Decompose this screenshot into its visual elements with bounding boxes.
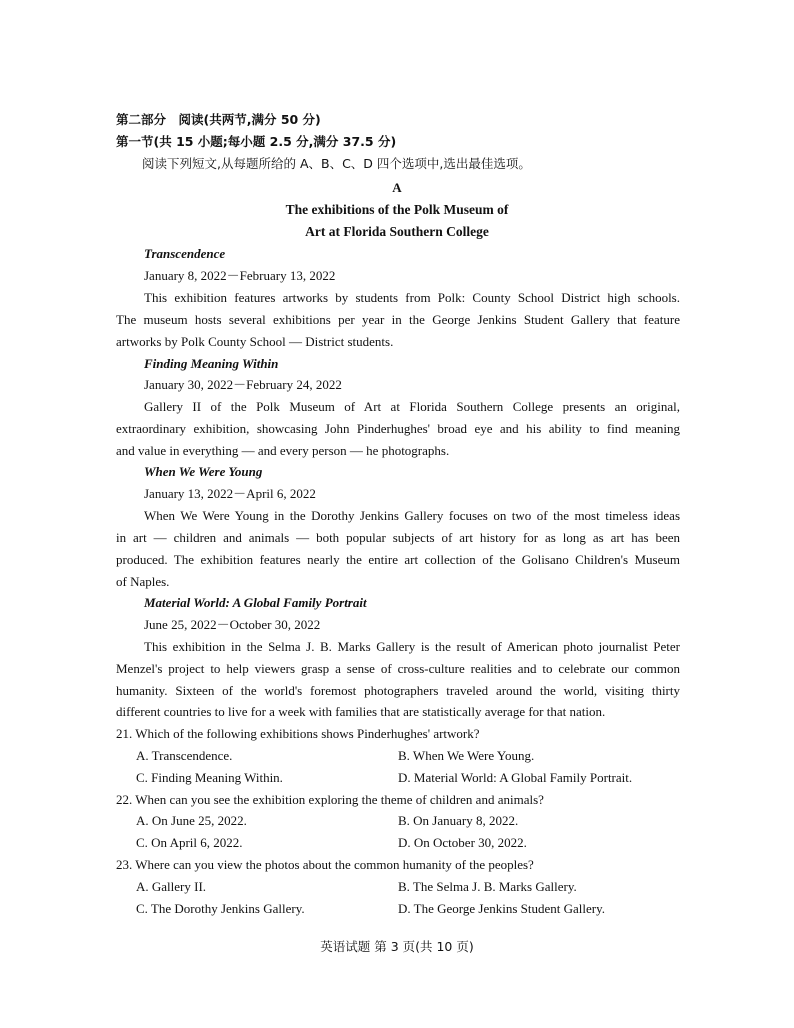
exhibition-name: Transcendence bbox=[144, 246, 226, 261]
exhibition-text-line: produced. The exhibition features nearly the entire art collection of the Golisano Children's Museum bbox=[116, 552, 680, 567]
exhibition-text-line: and value in everything — and every person — he photographs. bbox=[116, 443, 450, 458]
exhibition-name: When We Were Young bbox=[144, 464, 263, 479]
instruction: 阅读下列短文,从每题所给的 A、B、C、D 四个选项中,选出最佳选项。 bbox=[142, 156, 531, 171]
option-c: C. On April 6, 2022. bbox=[136, 835, 243, 850]
exhibition-text-line: Gallery II of the Polk Museum of Art at Florida Southern College presents an original, bbox=[144, 399, 680, 414]
question-stem: 22. When can you see the exhibition exploring the theme of children and animals? bbox=[116, 792, 544, 807]
option-b: B. When We Were Young. bbox=[398, 748, 535, 763]
exhibition-text-line: This exhibition in the Selma J. B. Marks Gallery is the result of American photo journalist Peter bbox=[144, 639, 680, 654]
exhibition-text-line: The museum hosts several exhibitions per year in the George Jenkins Student Gallery that feature bbox=[116, 312, 680, 327]
option-a: A. Transcendence. bbox=[136, 748, 233, 763]
exhibition-text-line: This exhibition features artworks by students from Polk: County School District high schools. bbox=[144, 290, 680, 305]
exhibition-text-line: in art — children and animals — both popular subjects of art history for as long as art has been bbox=[116, 530, 680, 545]
exhibition-text-line: extraordinary exhibition, showcasing John Pinderhughes' broad eye and his ability to find meaning bbox=[116, 421, 680, 436]
option-b: B. The Selma J. B. Marks Gallery. bbox=[398, 879, 577, 894]
exhibition-dates: January 13, 2022－April 6, 2022 bbox=[144, 486, 316, 501]
passage-title-line2: Art at Florida Southern College bbox=[305, 224, 489, 239]
question-stem: 21. Which of the following exhibitions shows Pinderhughes' artwork? bbox=[116, 726, 480, 741]
option-c: C. Finding Meaning Within. bbox=[136, 770, 283, 785]
option-d: D. On October 30, 2022. bbox=[398, 835, 527, 850]
question-stem: 23. Where can you view the photos about the common humanity of the peoples? bbox=[116, 857, 534, 872]
option-c: C. The Dorothy Jenkins Gallery. bbox=[136, 901, 305, 916]
passage-letter: A bbox=[392, 180, 402, 195]
option-a: A. On June 25, 2022. bbox=[136, 813, 247, 828]
exhibition-text-line: artworks by Polk County School — District students. bbox=[116, 334, 394, 349]
exhibition-name: Finding Meaning Within bbox=[144, 356, 279, 371]
exhibition-text-line: different countries to live for a week with families that are statistically average for that nation. bbox=[116, 704, 606, 719]
exhibition-dates: June 25, 2022－October 30, 2022 bbox=[144, 617, 321, 632]
option-d: D. The George Jenkins Student Gallery. bbox=[398, 901, 605, 916]
part-heading: 第二部分 阅读(共两节,满分 50 分) bbox=[116, 112, 321, 127]
sub-heading: 第一节(共 15 小题;每小题 2.5 分,满分 37.5 分) bbox=[116, 134, 397, 149]
option-b: B. On January 8, 2022. bbox=[398, 813, 519, 828]
exhibition-text-line: of Naples. bbox=[116, 574, 170, 589]
passage-title-line1: The exhibitions of the Polk Museum of bbox=[285, 202, 509, 217]
exhibition-name: Material World: A Global Family Portrait bbox=[144, 595, 367, 610]
option-a: A. Gallery II. bbox=[136, 879, 207, 894]
exhibition-dates: January 30, 2022－February 24, 2022 bbox=[144, 377, 342, 392]
exhibition-text-line: When We Were Young in the Dorothy Jenkins Gallery focuses on two of the most timeless ideas bbox=[144, 508, 680, 523]
exhibition-text-line: humanity. Sixteen of the world's foremost photographers traveled around the world, visiting thirty bbox=[116, 683, 680, 698]
option-d: D. Material World: A Global Family Portrait. bbox=[398, 770, 633, 785]
exhibition-dates: January 8, 2022－February 13, 2022 bbox=[144, 268, 336, 283]
exhibition-text-line: Menzel's project to help viewers grasp a sense of cross-culture realities and to celebrate our common bbox=[116, 661, 680, 676]
page-footer: 英语试题 第 3 页(共 10 页) bbox=[320, 939, 474, 954]
